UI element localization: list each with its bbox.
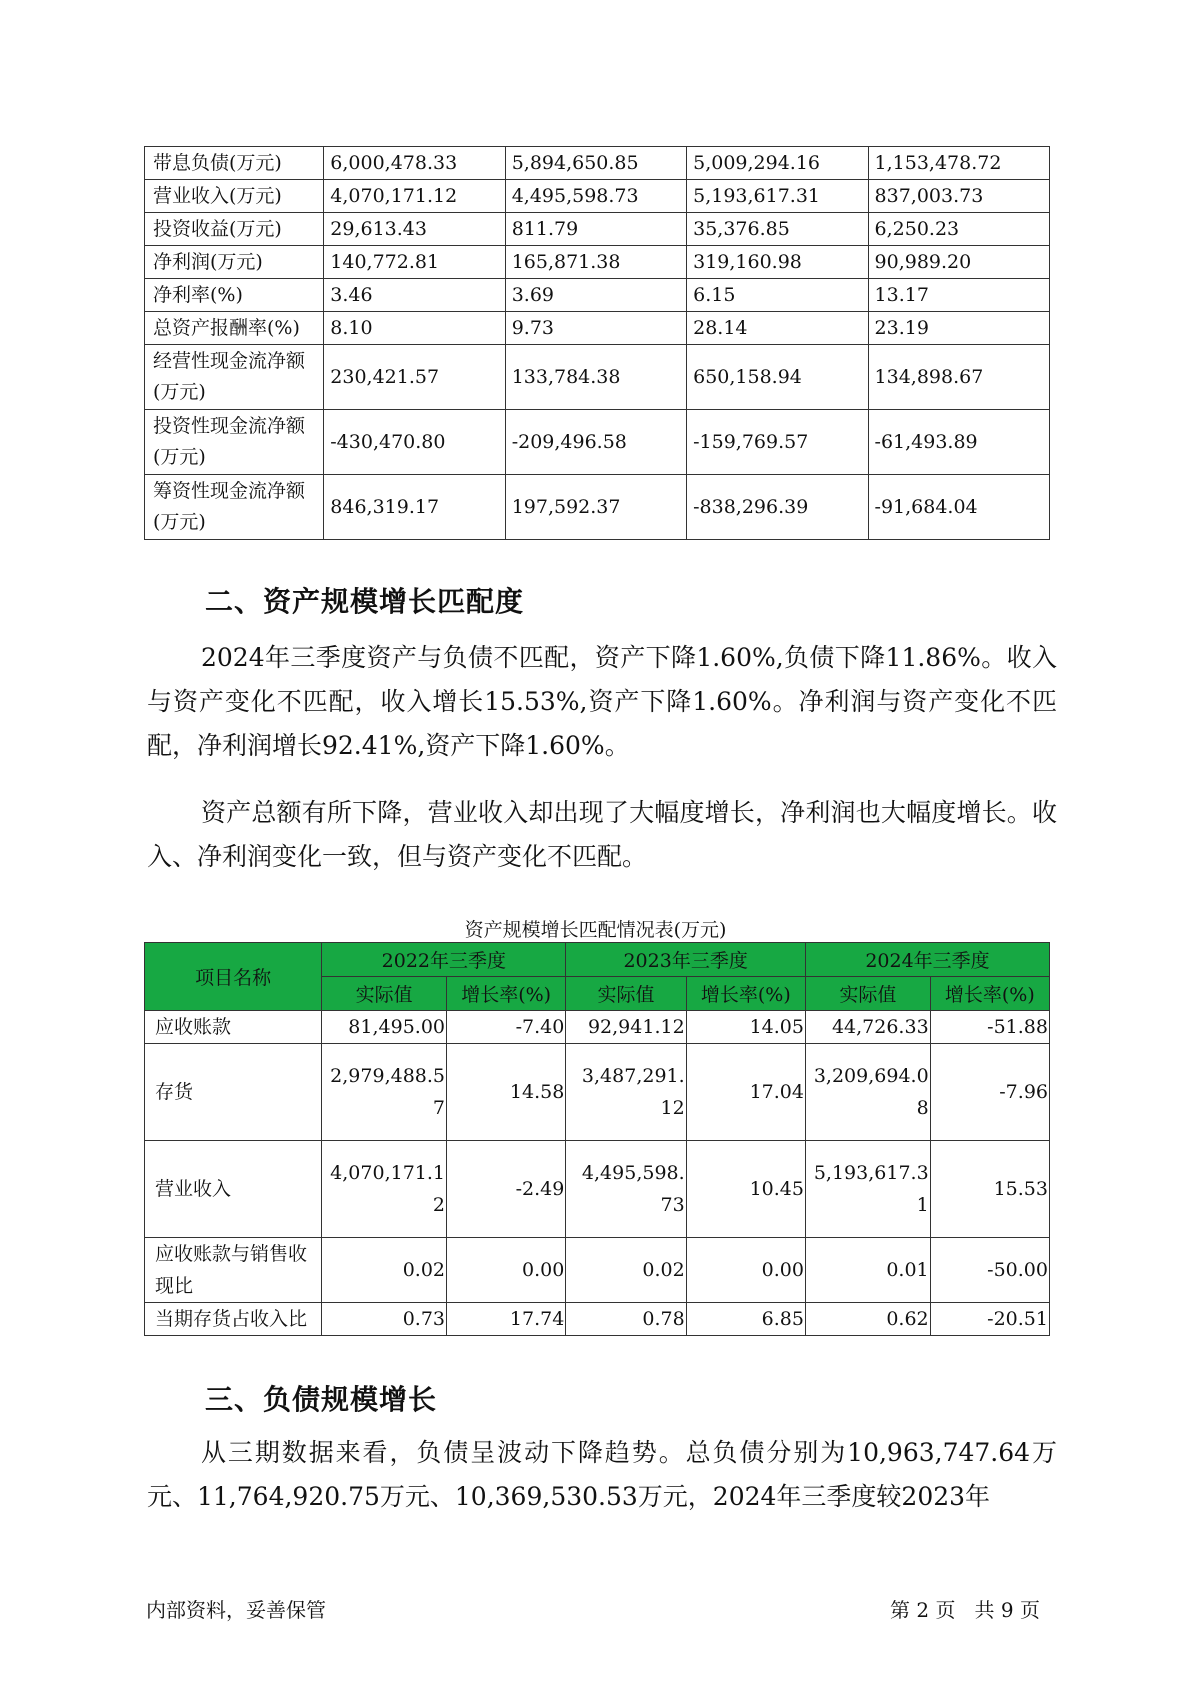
cell: -20.51	[930, 1303, 1049, 1336]
table-row	[145, 1141, 1050, 1238]
cell: -2.49	[447, 1141, 566, 1238]
cell: 90,989.20	[868, 246, 1049, 279]
cell: -209,496.58	[505, 410, 686, 475]
cell: 6.15	[687, 279, 868, 312]
cell: 44,726.33	[805, 1011, 930, 1044]
cell: 0.62	[805, 1303, 930, 1336]
cell: 5,193,617.31	[687, 180, 868, 213]
cell: 29,613.43	[324, 213, 505, 246]
cell: 197,592.37	[505, 475, 686, 540]
column-header-actual: 实际值	[566, 977, 686, 1011]
table-row	[145, 345, 1050, 410]
row-label: 经营性现金流净额(万元)	[145, 345, 324, 410]
cell: 0.02	[322, 1238, 447, 1303]
cell: 2,979,488.57	[322, 1044, 447, 1141]
cell: 0.01	[805, 1238, 930, 1303]
cell: 134,898.67	[868, 345, 1049, 410]
body-paragraph: 2024年三季度资产与负债不匹配，资产下降1.60%,负债下降11.86%。收入与资产变化不匹配，收入增长15.53%,资产下降1.60%。净利润与资产变化不匹配，净利润增长92.41%,资产下降1.60%。	[147, 643, 1057, 760]
row-label: 营业收入(万元)	[145, 180, 324, 213]
cell: 4,495,598.73	[566, 1141, 686, 1238]
row-label: 总资产报酬率(%)	[145, 312, 324, 345]
table-row	[145, 1238, 1050, 1303]
cell: 6.85	[686, 1303, 805, 1336]
table-row	[145, 180, 1050, 213]
table-row	[145, 410, 1050, 475]
cell: -61,493.89	[868, 410, 1049, 475]
cell: 0.02	[566, 1238, 686, 1303]
cell: 165,871.38	[505, 246, 686, 279]
footer-confidential-note: 内部资料，妥善保管	[146, 1598, 326, 1622]
section-heading: 二、资产规模增长匹配度	[205, 585, 525, 618]
cell: 28.14	[687, 312, 868, 345]
table-row	[145, 1303, 1050, 1336]
cell: 0.00	[447, 1238, 566, 1303]
table-row	[145, 1044, 1050, 1141]
cell: 3.46	[324, 279, 505, 312]
cell: 6,000,478.33	[324, 147, 505, 180]
body-paragraph: 从三期数据来看，负债呈波动下降趋势。总负债分别为10,963,747.64万元、11,764,920.75万元、10,369,530.53万元，2024年三季度较2023年	[147, 1438, 1057, 1511]
table-caption: 资产规模增长匹配情况表(万元)	[464, 919, 727, 941]
cell: 3.69	[505, 279, 686, 312]
column-header-period: 2023年三季度	[566, 943, 806, 977]
cell: 6,250.23	[868, 213, 1049, 246]
column-header-period: 2024年三季度	[805, 943, 1049, 977]
cell: 230,421.57	[324, 345, 505, 410]
cell: 17.04	[686, 1044, 805, 1141]
cell: 92,941.12	[566, 1011, 686, 1044]
row-label: 应收账款与销售收现比	[145, 1238, 322, 1303]
asset-growth-match-table	[144, 942, 1050, 1336]
column-header-growth: 增长率(%)	[447, 977, 566, 1011]
cell: 319,160.98	[687, 246, 868, 279]
cell: 133,784.38	[505, 345, 686, 410]
cell: 10.45	[686, 1141, 805, 1238]
cell: 140,772.81	[324, 246, 505, 279]
column-header-actual: 实际值	[322, 977, 447, 1011]
column-header-growth: 增长率(%)	[686, 977, 805, 1011]
cell: 17.74	[447, 1303, 566, 1336]
cell: -159,769.57	[687, 410, 868, 475]
row-label: 投资收益(万元)	[145, 213, 324, 246]
cell: -7.40	[447, 1011, 566, 1044]
table-row	[145, 246, 1050, 279]
cell: 8.10	[324, 312, 505, 345]
cell: 23.19	[868, 312, 1049, 345]
cell: 14.58	[447, 1044, 566, 1141]
cell: 9.73	[505, 312, 686, 345]
row-label: 当期存货占收入比	[145, 1303, 322, 1336]
cell: 811.79	[505, 213, 686, 246]
cell: 837,003.73	[868, 180, 1049, 213]
row-label: 净利率(%)	[145, 279, 324, 312]
row-label: 投资性现金流净额(万元)	[145, 410, 324, 475]
column-header-period: 2022年三季度	[322, 943, 566, 977]
financial-summary-table	[144, 146, 1050, 540]
cell: 13.17	[868, 279, 1049, 312]
cell: 650,158.94	[687, 345, 868, 410]
cell: 0.78	[566, 1303, 686, 1336]
cell: -91,684.04	[868, 475, 1049, 540]
table-row	[145, 475, 1050, 540]
cell: -51.88	[930, 1011, 1049, 1044]
table-row	[145, 147, 1050, 180]
column-header-growth: 增长率(%)	[930, 977, 1049, 1011]
row-label: 应收账款	[145, 1011, 322, 1044]
cell: -7.96	[930, 1044, 1049, 1141]
cell: -430,470.80	[324, 410, 505, 475]
cell: 15.53	[930, 1141, 1049, 1238]
cell: 0.00	[686, 1238, 805, 1303]
body-paragraph: 资产总额有所下降，营业收入却出现了大幅度增长，净利润也大幅度增长。收入、净利润变化一致，但与资产变化不匹配。	[147, 798, 1057, 871]
cell: 0.73	[322, 1303, 447, 1336]
cell: 35,376.85	[687, 213, 868, 246]
table-row	[145, 1011, 1050, 1044]
cell: 4,070,171.12	[322, 1141, 447, 1238]
section-heading: 三、负债规模增长	[205, 1383, 438, 1416]
cell: 4,495,598.73	[505, 180, 686, 213]
row-label: 带息负债(万元)	[145, 147, 324, 180]
row-label: 存货	[145, 1044, 322, 1141]
cell: 5,193,617.31	[805, 1141, 930, 1238]
cell: 846,319.17	[324, 475, 505, 540]
table-row	[145, 213, 1050, 246]
cell: 4,070,171.12	[324, 180, 505, 213]
header-row	[145, 943, 1050, 977]
cell: 14.05	[686, 1011, 805, 1044]
table-row	[145, 279, 1050, 312]
row-label: 筹资性现金流净额(万元)	[145, 475, 324, 540]
column-header-actual: 实际值	[805, 977, 930, 1011]
cell: 5,894,650.85	[505, 147, 686, 180]
table-row	[145, 312, 1050, 345]
cell: -50.00	[930, 1238, 1049, 1303]
cell: 3,487,291.12	[566, 1044, 686, 1141]
page-number: 第 2 页 共 9 页	[890, 1598, 1040, 1622]
row-label: 净利润(万元)	[145, 246, 324, 279]
cell: 3,209,694.08	[805, 1044, 930, 1141]
column-header-item: 项目名称	[145, 943, 322, 1011]
cell: 1,153,478.72	[868, 147, 1049, 180]
cell: 81,495.00	[322, 1011, 447, 1044]
cell: -838,296.39	[687, 475, 868, 540]
row-label: 营业收入	[145, 1141, 322, 1238]
cell: 5,009,294.16	[687, 147, 868, 180]
